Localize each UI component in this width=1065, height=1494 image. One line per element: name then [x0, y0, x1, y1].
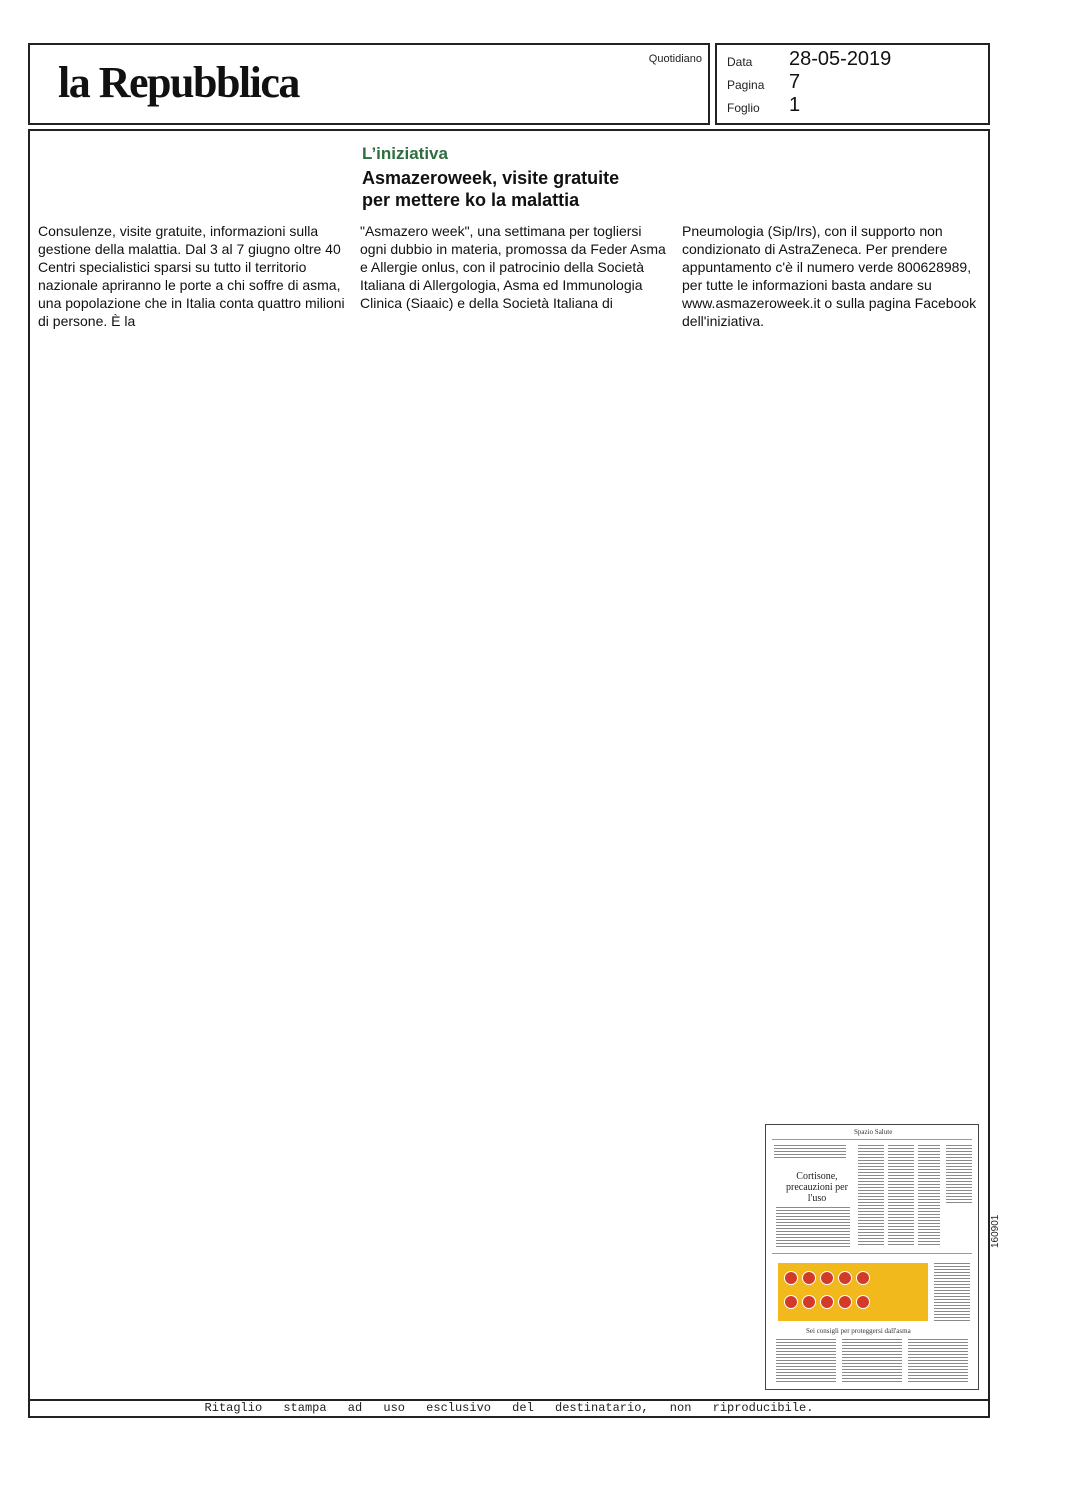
thumbnail-headline: Cortisone, precauzioni per l'uso	[786, 1171, 848, 1204]
thumbnail-rule	[772, 1253, 972, 1254]
masthead-box	[28, 43, 710, 125]
article-column-3: Pneumologia (Sip/Irs), con il supporto non condizionato di AstraZeneca. Per prendere appuntamento c'è il numero verde 800628989, per tutte le informazioni basta andare su www.asmazeroweek.it o sulla pagina Facebook dell'iniziativa.	[682, 223, 977, 329]
thumbnail-icon-dot	[802, 1271, 816, 1285]
thumbnail-icon-dot	[820, 1295, 834, 1309]
thumbnail-caption: Sei consigli per proteggersi dall'asma	[806, 1327, 911, 1335]
thumbnail-icon-dot	[820, 1271, 834, 1285]
thumbnail-text-block	[918, 1145, 940, 1245]
thumbnail-text-block	[908, 1339, 968, 1383]
meta-label-sheet: Foglio	[727, 101, 760, 115]
meta-value-sheet: 1	[789, 94, 801, 116]
headline-line-1: Asmazeroweek, visite gratuite	[362, 168, 620, 188]
meta-row-date	[727, 49, 987, 71]
thumbnail-rule	[772, 1139, 972, 1140]
thumbnail-icon-dot	[856, 1295, 870, 1309]
footer-notice: Ritaglio stampa ad uso esclusivo del destinatario, non riproducibile.	[204, 1401, 814, 1415]
article-kicker: L’iniziativa	[362, 144, 448, 163]
thumbnail-section-title: Spazio Salute	[854, 1128, 893, 1136]
thumbnail-text-block	[858, 1145, 884, 1245]
thumbnail-icon-dot	[784, 1295, 798, 1309]
thumbnail-text-block	[888, 1145, 914, 1245]
meta-label-date: Data	[727, 55, 753, 69]
meta-value-date: 28-05-2019	[789, 48, 892, 70]
meta-label-page: Pagina	[727, 78, 765, 92]
thumbnail-icon-dot	[838, 1271, 852, 1285]
thumbnail-text-block	[934, 1263, 970, 1321]
thumbnail-icon-dot	[838, 1295, 852, 1309]
thumbnail-infographic	[778, 1263, 928, 1321]
thumbnail-text-block	[776, 1339, 836, 1383]
thumbnail-text-block	[946, 1145, 972, 1205]
headline-line-2: per mettere ko la malattia	[362, 190, 580, 210]
publication-type: Quotidiano	[648, 53, 702, 65]
article-column-2: "Asmazero week", una settimana per togliersi ogni dubbio in materia, promossa da Feder Asma e Allergie onlus, con il patrocinio della Società Italiana di Allergologia, Asma ed Immunologia Clinica (Siaaic) e della Società Italiana di	[360, 223, 666, 311]
meta-row-sheet	[727, 95, 987, 117]
meta-value-page: 7	[789, 71, 801, 93]
thumbnail-icon-dot	[802, 1295, 816, 1309]
metadata-box	[715, 43, 990, 125]
thumbnail-code: 160901	[990, 1214, 1001, 1248]
publication-logo: la Repubblica	[58, 58, 299, 107]
thumbnail-icon-dot	[784, 1271, 798, 1285]
thumbnail-icon-dot	[856, 1271, 870, 1285]
meta-row-page	[727, 72, 987, 94]
article-column-1: Consulenze, visite gratuite, informazioni sulla gestione della malattia. Dal 3 al 7 giugno oltre 40 Centri specialistici sparsi su tutto il territorio nazionale apriranno le porte a chi soffre di asma, una popolazione che in Italia conta quattro milioni di persone. È la	[38, 223, 345, 329]
thumbnail-text-block	[776, 1207, 850, 1247]
page-thumbnail	[765, 1124, 979, 1390]
thumbnail-text-block	[774, 1145, 846, 1159]
thumbnail-text-block	[842, 1339, 902, 1383]
article-headline	[362, 167, 682, 211]
